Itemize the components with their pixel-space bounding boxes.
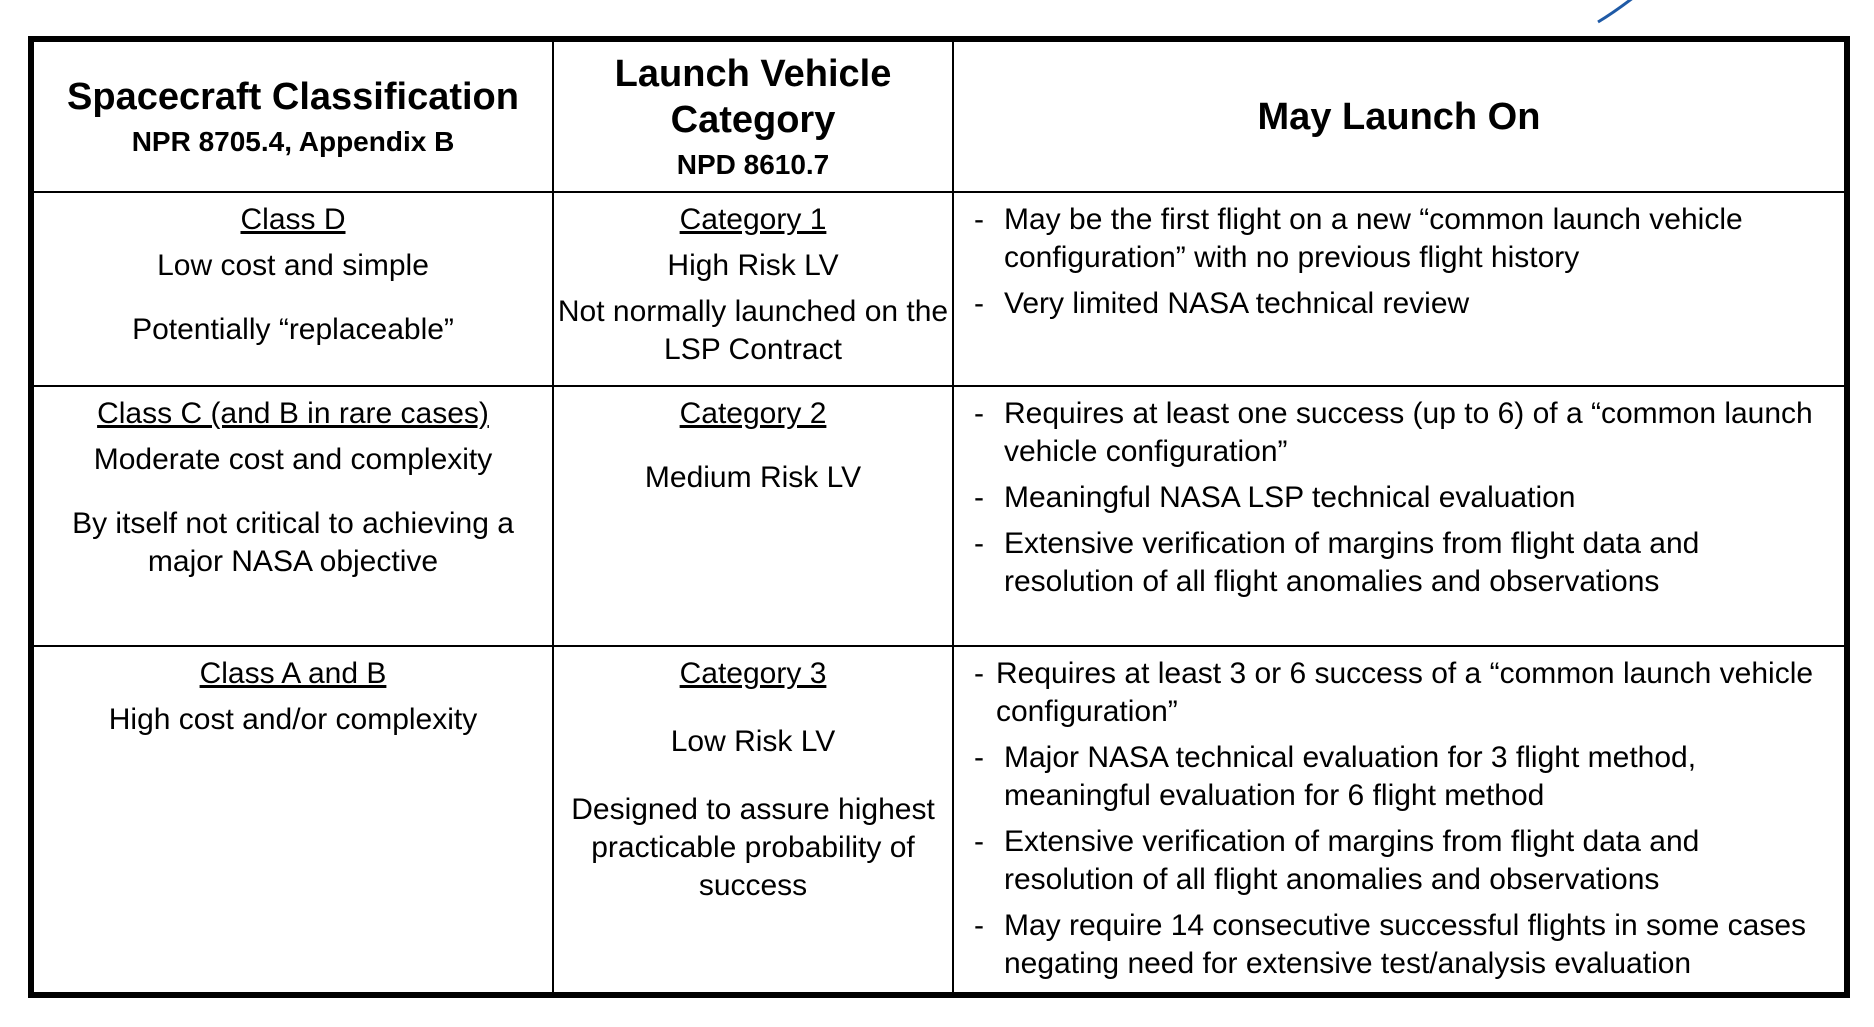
bullet-text: Requires at least 3 or 6 success of a “common launch vehicle configuration”: [996, 657, 1814, 728]
category-line: High Risk LV: [667, 249, 839, 282]
table-row: [33, 192, 1845, 386]
category-title: Category 2: [679, 397, 827, 430]
bullet-text: Meaningful NASA LSP technical evaluation: [1004, 481, 1576, 514]
list-item: [974, 907, 1826, 983]
list-item: [974, 285, 1826, 323]
bullet-dash: -: [974, 657, 984, 690]
list-item: [974, 395, 1826, 471]
category-title: Category 1: [679, 203, 827, 236]
class-title: Class C (and B in rare cases): [97, 397, 489, 430]
table-row: [33, 386, 1845, 646]
class-line: Moderate cost and complexity: [93, 443, 493, 476]
category-title: Category 3: [679, 657, 827, 690]
category-line: Designed to assure highest practicable probability of success: [571, 793, 935, 902]
bullet-dash: -: [974, 909, 984, 942]
class-cell: [33, 386, 553, 646]
category-cell: [553, 192, 953, 386]
category-cell: [553, 646, 953, 993]
bullet-text: Extensive verification of margins from flight data and resolution of all flight anomalies and observations: [1004, 825, 1700, 896]
category-line: Low Risk LV: [670, 725, 836, 758]
list-item: [974, 525, 1826, 601]
class-line: Potentially “replaceable”: [132, 313, 454, 346]
category-cell: [553, 386, 953, 646]
bullet-dash: -: [974, 825, 984, 858]
bullet-dash: -: [974, 397, 984, 430]
class-line: By itself not critical to achieving a major NASA objective: [72, 507, 514, 578]
list-item: [974, 739, 1826, 815]
bullet-text: Requires at least one success (up to 6) of a “common launch vehicle configuration”: [1004, 397, 1813, 468]
bullet-text: Major NASA technical evaluation for 3 flight method, meaningful evaluation for 6 flight method: [1004, 741, 1697, 812]
category-line: Not normally launched on the LSP Contract: [557, 295, 949, 366]
bullet-dash: -: [974, 527, 984, 560]
class-line: Low cost and simple: [157, 249, 429, 282]
classification-table-frame: [28, 36, 1850, 998]
bullet-text: Very limited NASA technical review: [1004, 287, 1470, 320]
table-row: [33, 646, 1845, 993]
launch-criteria-cell: [953, 386, 1845, 646]
class-cell: [33, 192, 553, 386]
class-cell: [33, 646, 553, 993]
bullet-dash: -: [974, 741, 984, 774]
header-col1-subtitle: NPR 8705.4, Appendix B: [131, 125, 455, 157]
header-col1-title: Spacecraft Classification: [67, 75, 519, 118]
class-title: Class D: [240, 203, 346, 236]
launch-criteria-cell: [953, 646, 1845, 993]
header-col3-title: May Launch On: [1257, 95, 1541, 138]
list-item: [974, 655, 1826, 731]
header-spacecraft-classification: [33, 41, 553, 192]
launch-criteria-list: [954, 193, 1844, 323]
bullet-dash: -: [974, 287, 984, 320]
classification-table: [32, 40, 1846, 994]
list-item: [974, 201, 1826, 277]
launch-criteria-list: [954, 387, 1844, 601]
list-item: [974, 823, 1826, 899]
category-line: Medium Risk LV: [644, 461, 862, 494]
launch-criteria-cell: [953, 192, 1845, 386]
logo-swoosh-icon: [1590, 0, 1680, 30]
launch-criteria-list: [954, 647, 1844, 983]
bullet-text: May require 14 consecutive successful flights in some cases negating need for extensive test/analysis evaluation: [1004, 909, 1807, 980]
header-col2-subtitle: NPD 8610.7: [676, 148, 830, 180]
list-item: [974, 479, 1826, 517]
bullet-dash: -: [974, 203, 984, 236]
bullet-dash: -: [974, 481, 984, 514]
table-header-row: [33, 41, 1845, 192]
bullet-text: May be the first flight on a new “common launch vehicle configuration” with no previous flight history: [1004, 203, 1743, 274]
header-launch-vehicle-category: [553, 41, 953, 192]
bullet-text: Extensive verification of margins from flight data and resolution of all flight anomalies and observations: [1004, 527, 1700, 598]
class-title: Class A and B: [199, 657, 387, 690]
class-line: High cost and/or complexity: [108, 703, 478, 736]
header-may-launch-on: [953, 41, 1845, 192]
header-col2-title: Launch Vehicle Category: [614, 52, 892, 141]
